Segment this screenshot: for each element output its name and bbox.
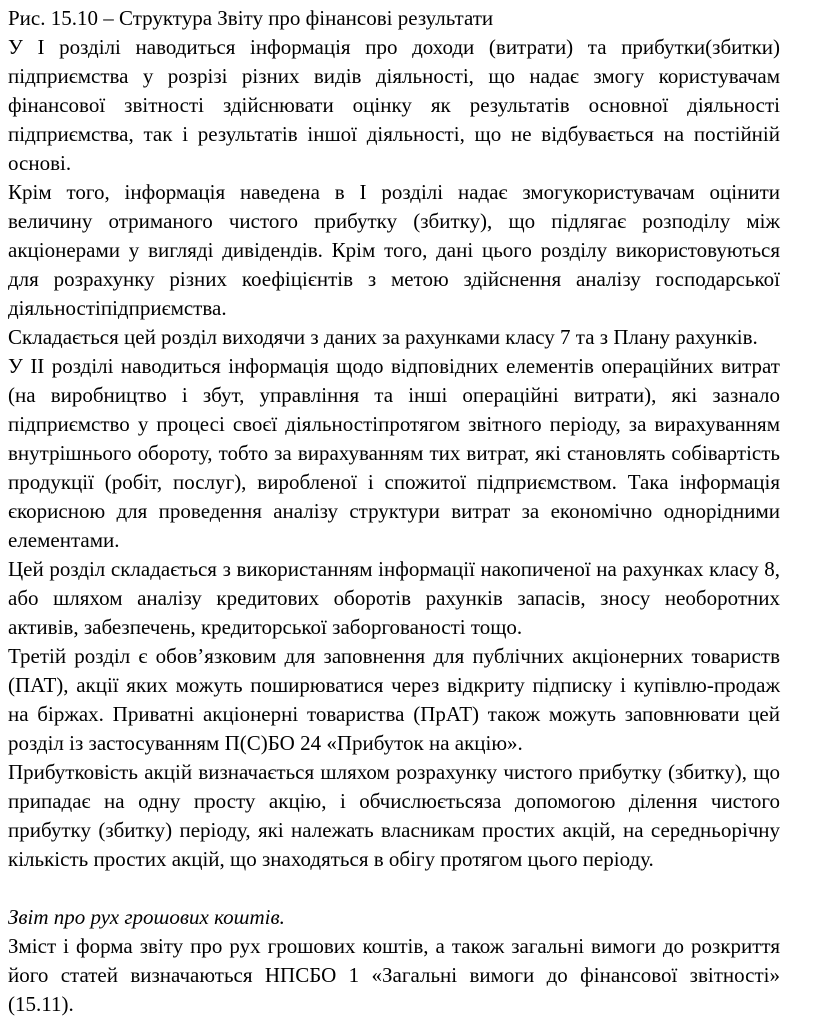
paragraph-share-profitability: Прибутковість акцій визначається шляхом розрахунку чистого прибутку (збитку), що припадає на одну просту акцію, і обчислюєтьсяза допомогою ділення чистого прибутку (збитку) періоду, які належать власникам простих акцій, на середньорічну кількість простих акцій, що знаходяться в обігу протягом цього періоду.	[8, 760, 780, 871]
paragraph-section-2-expenses: У ІІ розділі наводиться інформація щодо відповідних елементів операційних витрат (на виробництво і збут, управління та інші операційні витрати), які зазнало підприємство у процесі своєї діяльностіпротягом звітного періоду, за вирахуванням внутрішнього обороту, тобто за вирахуванням тих витрат, які становлять собівартість продукції (робіт, послуг), виробленої і спожитої підприємством. Така інформація єкорисною для проведення аналізу структури витрат за економічно однорідними елементами.	[8, 354, 780, 552]
cashflow-heading: Звіт про рух грошових коштів.	[8, 905, 285, 929]
blank-line	[8, 874, 780, 903]
paragraph-section-1-overview: У І розділі наводиться інформація про доходи (витрати) та прибутки(збитки) підприємства у розрізі різних видів діяльності, що надає змогу користувачам фінансової звітності здійснювати оцінку як результатів основної діяльності підприємства, так і результатів іншої діяльності, що не відбувається на постійній основі.	[8, 35, 780, 175]
paragraph-section-2-accounts: Цей розділ складається з використанням інформації накопиченої на рахунках класу 8, або шляхом аналізу кредитових оборотів рахунків запасів, зносу необоротних активів, забезпечень, кредиторської заборгованості тощо.	[8, 557, 780, 639]
paragraph-section-1-accounts: Складається цей розділ виходячи з даних за рахунками класу 7 та з Плану рахунків.	[8, 325, 758, 349]
paragraph-section-3-shares: Третій розділ є обов’язковим для заповнення для публічних акціонерних товариств (ПАТ), акції яких можуть поширюватися через відкриту підписку і купівлю-продаж на біржах. Приватні акціонерні товариства (ПрАТ) також можуть заповнювати цей розділ із застосуванням П(С)БО 24 «Прибуток на акцію».	[8, 644, 780, 755]
paragraph-section-1-dividends: Крім того, інформація наведена в І розділі надає змогукористувачам оцінити величину отриманого чистого прибутку (збитку), що підлягає розподілу між акціонерами у вигляді дивідендів. Крім того, дані цього розділу використовуються для розрахунку різних коефіцієнтів з метою здійснення аналізу господарської діяльностіпідприємства.	[8, 180, 780, 320]
document-page	[8, 4, 780, 1019]
figure-caption: Рис. 15.10 – Структура Звіту про фінансові результати	[8, 6, 494, 30]
cashflow-paragraph: Зміст і форма звіту про рух грошових коштів, а також загальні вимоги до розкриття його статей визначаються НПСБО 1 «Загальні вимоги до фінансової звітності» (15.11).	[8, 934, 780, 1016]
